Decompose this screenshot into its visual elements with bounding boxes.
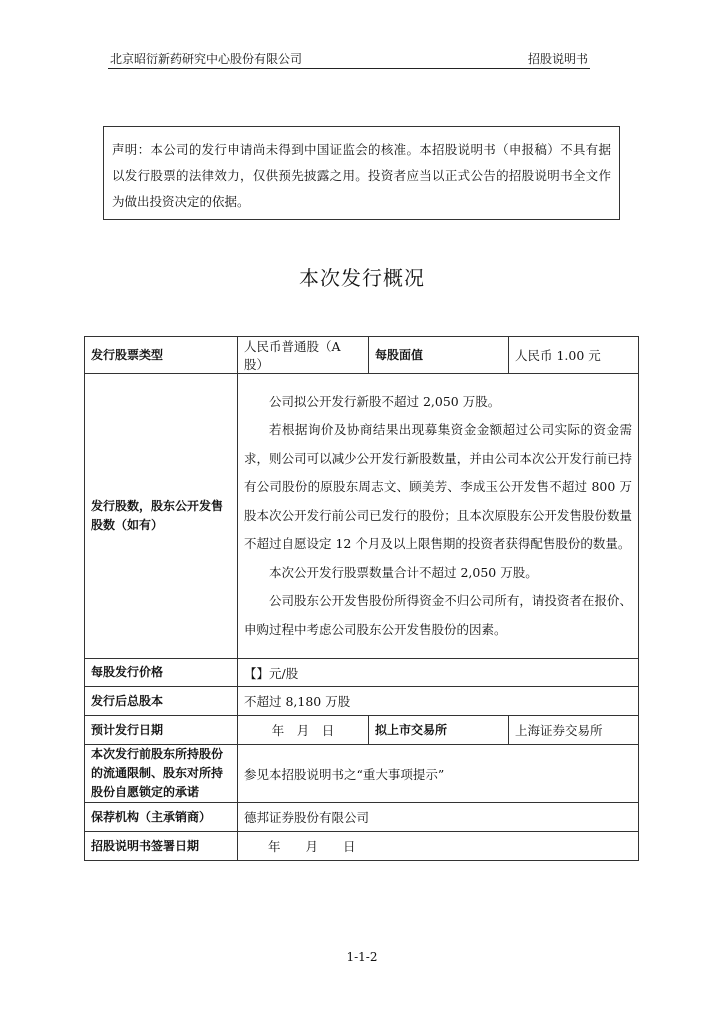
- total-shares-label: 发行后总股本: [85, 687, 238, 716]
- lockup-label: 本次发行前股东所持股份的流通限制、股东对所持股份自愿锁定的承诺: [85, 745, 238, 803]
- offering-summary-table: [84, 336, 639, 861]
- sponsor-label: 保荐机构（主承销商）: [85, 803, 238, 832]
- document-name: 招股说明书: [527, 52, 588, 66]
- issue-date-label: 预计发行日期: [85, 716, 238, 745]
- table-row: [85, 374, 639, 659]
- price-label: 每股发行价格: [85, 659, 238, 687]
- issue-date-value: 年 月 日: [238, 716, 369, 745]
- share-count-value: [238, 374, 639, 659]
- share-count-paragraph: 本次公开发行股票数量合计不超过 2,050 万股。: [269, 564, 538, 580]
- par-value-value: 人民币 1.00 元: [509, 337, 639, 374]
- company-name: 北京昭衍新药研究中心股份有限公司: [110, 52, 303, 66]
- share-count-label: 发行股数，股东公开发售股数（如有）: [85, 374, 238, 659]
- exchange-value: 上海证券交易所: [509, 716, 639, 745]
- share-count-paragraph: 公司拟公开发行新股不超过 2,050 万股。: [269, 393, 501, 409]
- disclaimer-box: 声明：本公司的发行申请尚未得到中国证监会的核准。本招股说明书（申报稿）不具有据以发行股票的法律效力，仅供预先披露之用。投资者应当以正式公告的招股说明书全文作为做出投资决定的依据。: [103, 126, 620, 220]
- exchange-label: 拟上市交易所: [369, 716, 509, 745]
- total-shares-value: 不超过 8,180 万股: [238, 687, 639, 716]
- stock-type-value: 人民币普通股（A 股）: [238, 337, 369, 374]
- table-row: [85, 803, 639, 832]
- sponsor-value: 德邦证券股份有限公司: [238, 803, 639, 832]
- page-header: [108, 50, 590, 69]
- signing-date-label: 招股说明书签署日期: [85, 832, 238, 861]
- par-value-label: 每股面值: [369, 337, 509, 374]
- share-count-paragraph: 公司股东公开发售股份所得资金不归公司所有，请投资者在报价、申购过程中考虑公司股东公开发售股份的因素。: [244, 593, 632, 637]
- page-number: 1-1-2: [346, 950, 378, 964]
- table-row: [85, 659, 639, 687]
- price-value: 【】元/股: [238, 659, 639, 687]
- stock-type-label: 发行股票类型: [85, 337, 238, 374]
- table-row: [85, 716, 639, 745]
- table-row: [85, 687, 639, 716]
- table-row: [85, 832, 639, 861]
- page-title: 本次发行概况: [299, 266, 425, 290]
- table-row: [85, 337, 639, 374]
- lockup-value: 参见本招股说明书之“重大事项提示”: [238, 745, 639, 803]
- share-count-paragraph: 若根据询价及协商结果出现募集资金金额超过公司实际的资金需求，则公司可以减少公开发行新股数量，并由公司本次公开发行前已持有公司股份的原股东周志文、顾美芳、李成玉公开发售不超过 800 万股本次公开发行前公司已发行的股份；且本次原股东公开发售股份数量不超过自愿设定 12 个月及以上限售期的投资者获得配售股份的数量。: [244, 422, 632, 552]
- signing-date-value: 年 月 日: [238, 832, 639, 861]
- table-row: [85, 745, 639, 803]
